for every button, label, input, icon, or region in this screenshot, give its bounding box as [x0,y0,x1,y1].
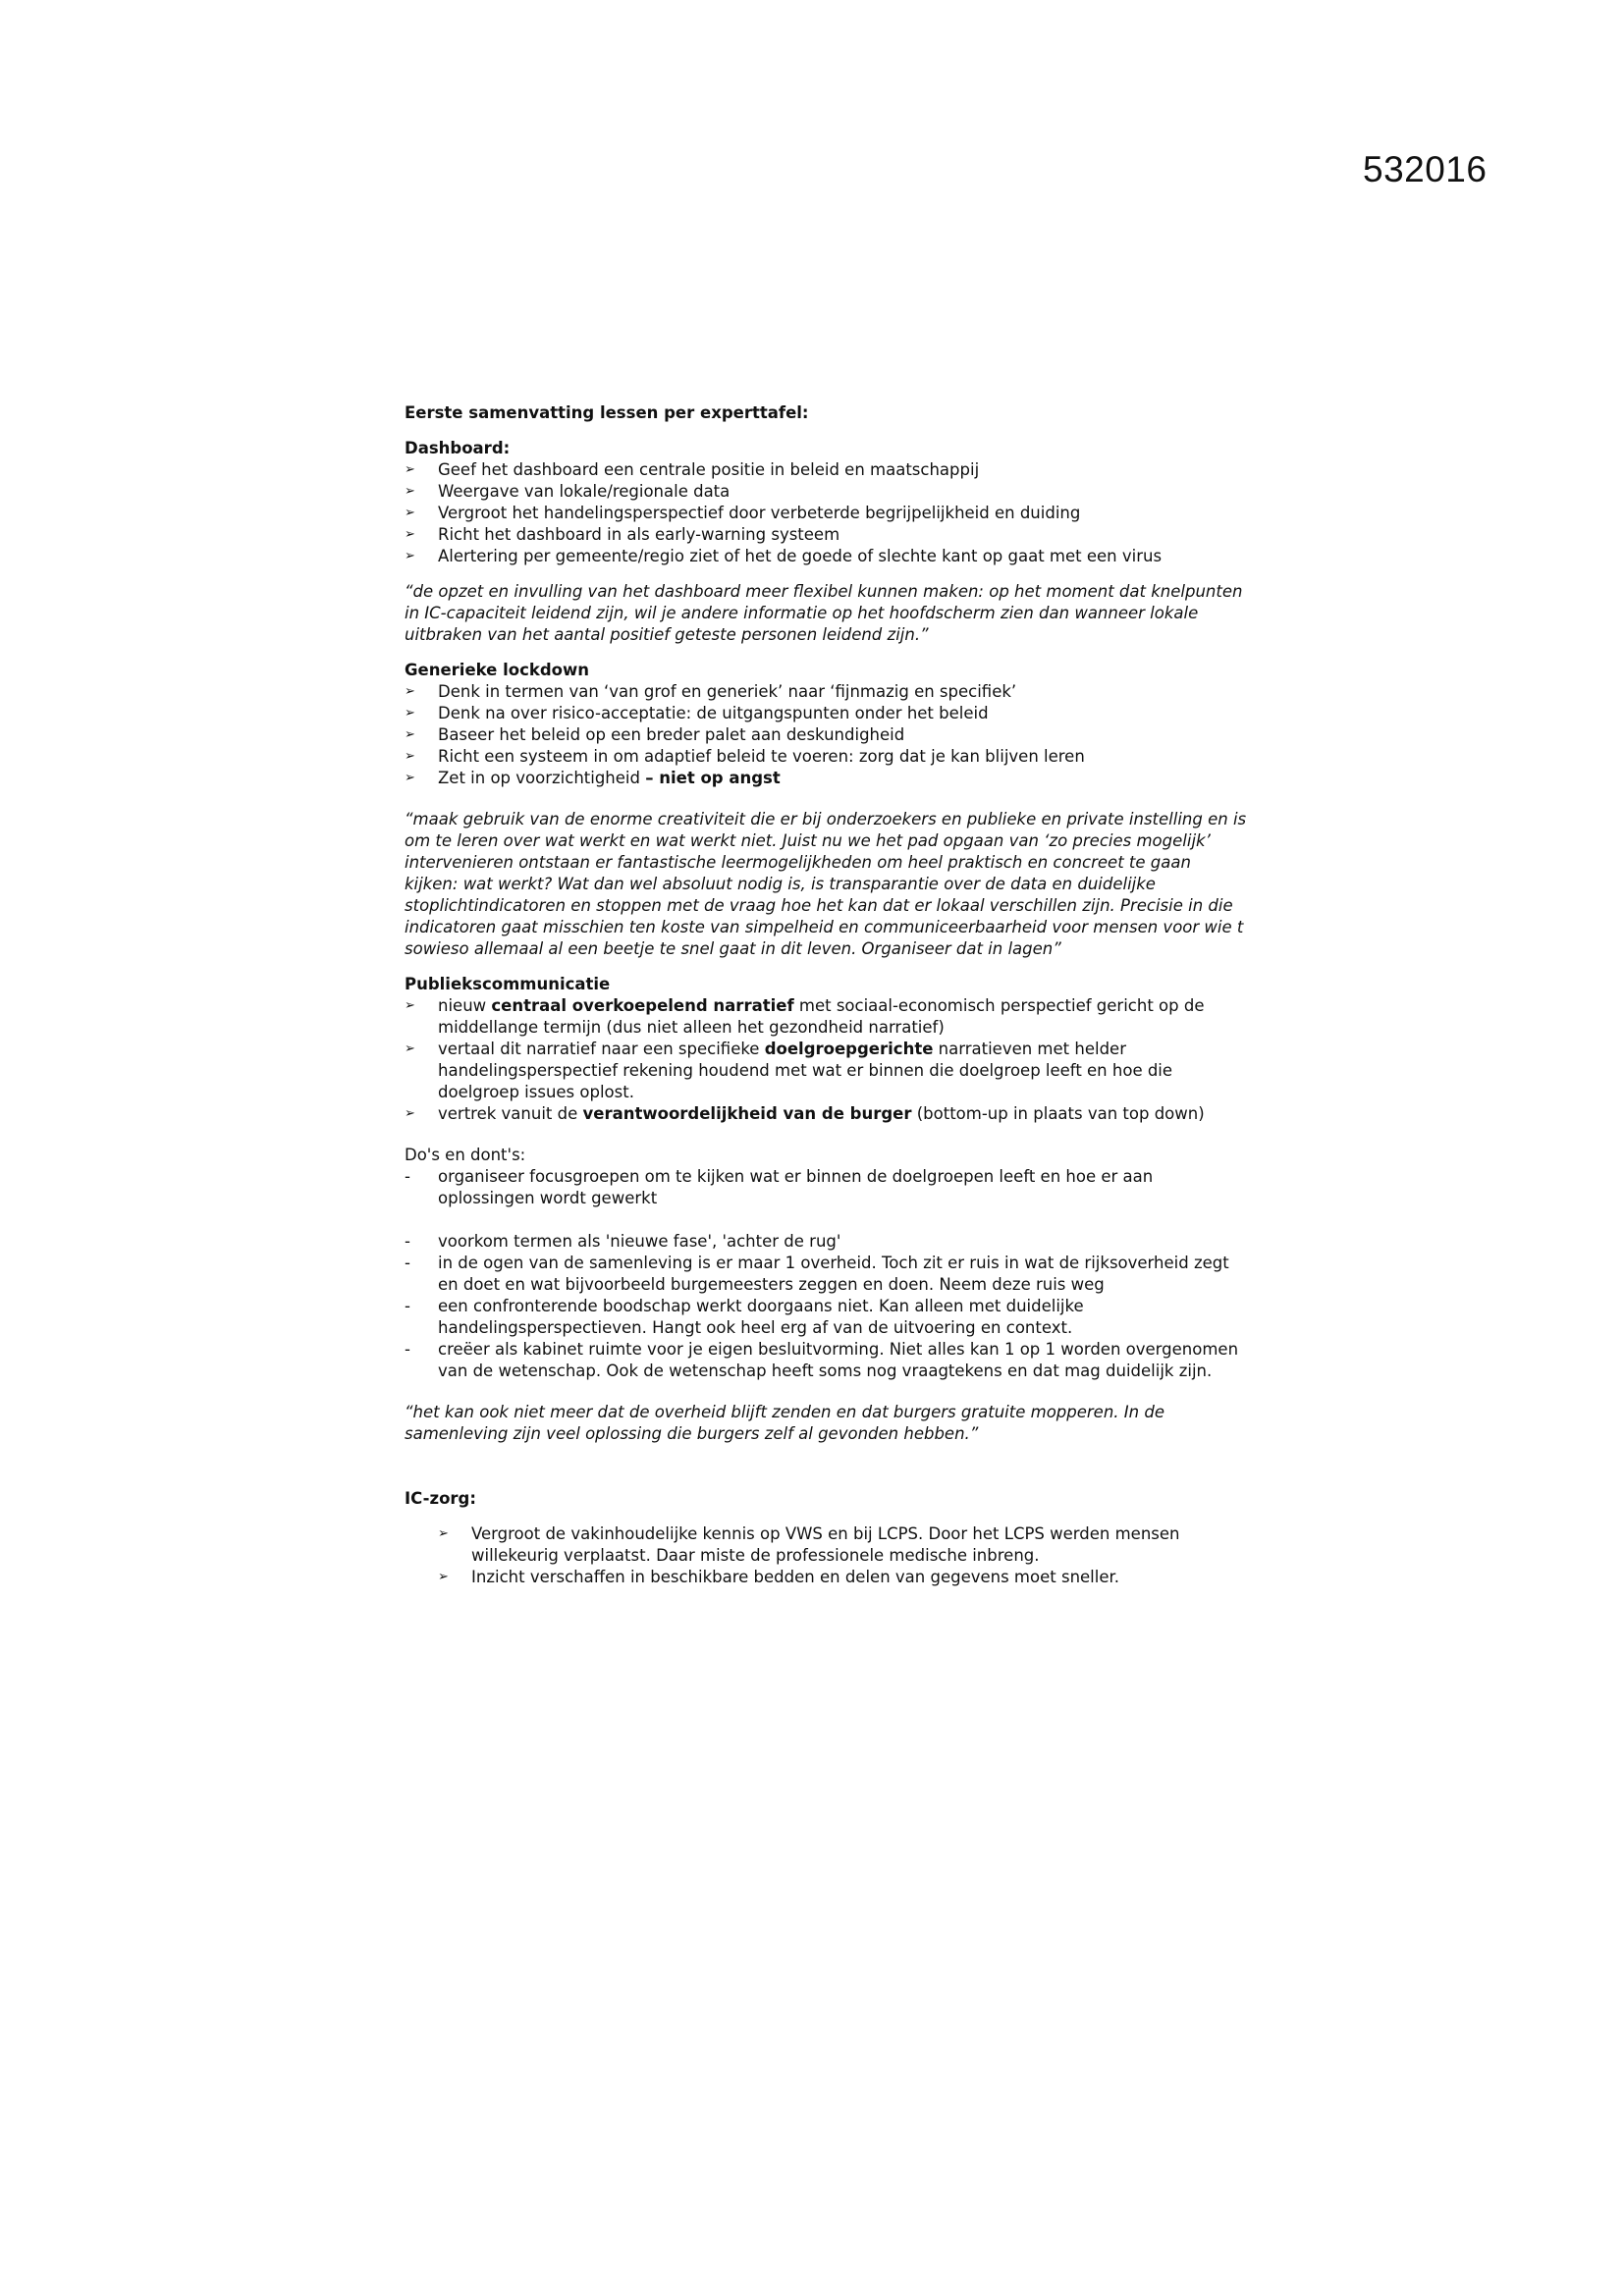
arrow-bullet-icon: ➢ [405,527,415,542]
dashboard-list [405,459,1249,567]
section-title-publiekscommunicatie: Publiekscommunicatie [405,975,611,993]
document-number: 532016 [1363,149,1488,189]
arrow-bullet-icon: ➢ [405,506,415,520]
list-item: ➢ Alertering per gemeente/regio ziet of het de goede of slechte kant op gaat met een virus [405,547,1163,565]
lockdown-list [405,681,1249,789]
arrow-bullet-icon: ➢ [405,998,415,1013]
list-item: - in de ogen van de samenleving is er maar 1 overheid. Toch zit er ruis in wat de rijksoverheid zegt en doet en wat bijvoorbeeld burgemeesters zeggen en doen. Neem deze ruis weg [405,1254,1229,1294]
section-title-lockdown: Generieke lockdown [405,661,590,679]
section-title-dashboard: Dashboard: [405,439,511,457]
list-item: ➢ Geef het dashboard een centrale positie in beleid en maatschappij [405,460,980,479]
list-item: ➢ Vergroot de vakinhoudelijke kennis op VWS en bij LCPS. Door het LCPS werden mensen willekeurig verplaatst. Daar miste de professionele medische inbreng. [438,1524,1180,1565]
arrow-bullet-icon: ➢ [405,484,415,499]
dos-list [405,1166,1249,1382]
list-item: ➢ Richt een systeem in om adaptief beleid te voeren: zorg dat je kan blijven leren [405,747,1085,766]
list-item: ➢ Denk in termen van ‘van grof en generiek’ naar ‘fijnmazig en specifiek’ [405,682,1017,701]
arrow-bullet-icon: ➢ [438,1526,449,1541]
document-body [405,402,1249,1588]
list-item: ➢ Denk na over risico-acceptatie: de uitgangspunten onder het beleid [405,704,989,722]
dash-bullet: - [405,1254,410,1272]
list-item: ➢ Vergroot het handelingsperspectief door verbeterde begrijpelijkheid en duiding [405,504,1081,522]
dash-bullet: - [405,1167,410,1186]
arrow-bullet-icon: ➢ [438,1570,449,1584]
dash-bullet: - [405,1340,410,1359]
arrow-bullet-icon: ➢ [405,727,415,742]
list-item: ➢ Inzicht verschaffen in beschikbare bedden en delen van gegevens moet sneller. [438,1568,1120,1586]
document-heading: Eerste samenvatting lessen per experttafel: [405,403,809,422]
list-item: ➢ Zet in op voorzichtigheid – niet op angst [405,769,781,787]
publiek-list [405,995,1249,1125]
iczorg-list [438,1523,1249,1588]
list-item: - voorkom termen als 'nieuwe fase', 'achter de rug' [405,1232,841,1251]
arrow-bullet-icon: ➢ [405,462,415,477]
section-title-dos-donts: Do's en dont's: [405,1146,526,1164]
arrow-bullet-icon: ➢ [405,1106,415,1121]
list-item: ➢ Weergave van lokale/regionale data [405,482,731,501]
list-item: - creëer als kabinet ruimte voor je eigen besluitvorming. Niet alles kan 1 op 1 worden overgenomen van de wetenschap. Ook de wetenschap heeft soms nog vraagtekens en dat mag duidelijk zijn. [405,1340,1239,1380]
list-item: - organiseer focusgroepen om te kijken wat er binnen de doelgroepen leeft en hoe er aan oplossingen wordt gewerkt [405,1167,1154,1207]
dashboard-quote: “de opzet en invulling van het dashboard meer flexibel kunnen maken: op het moment dat knelpunten in IC-capaciteit leidend zijn, wil je andere informatie op het hoofdscherm zien dan wanneer lokale uitbraken van het aantal positief geteste personen leidend zijn.” [405,582,1243,644]
list-item: ➢ vertrek vanuit de verantwoordelijkheid van de burger (bottom-up in plaats van top down) [405,1104,1205,1123]
arrow-bullet-icon: ➢ [405,749,415,764]
dos-quote: “het kan ook niet meer dat de overheid blijft zenden en dat burgers gratuite mopperen. In de samenleving zijn veel oplossing die burgers zelf al gevonden hebben.” [405,1403,1164,1443]
list-item: ➢ nieuw centraal overkoepelend narratief met sociaal-economisch perspectief gericht op de middellange termijn (dus niet alleen het gezondheid narratief) [405,996,1205,1037]
list-item: - een confronterende boodschap werkt doorgaans niet. Kan alleen met duidelijke handelingsperspectieven. Hangt ook heel erg af van de uitvoering en context. [405,1297,1084,1337]
arrow-bullet-icon: ➢ [405,1041,415,1056]
arrow-bullet-icon: ➢ [405,771,415,785]
arrow-bullet-icon: ➢ [405,706,415,721]
list-item: ➢ Baseer het beleid op een breder palet aan deskundigheid [405,725,905,744]
list-item: ➢ Richt het dashboard in als early-warning systeem [405,525,840,544]
dash-bullet: - [405,1297,410,1315]
dash-bullet: - [405,1232,410,1251]
lockdown-quote: “maak gebruik van de enorme creativiteit die er bij onderzoekers en publieke en private instelling en is om te leren over wat werkt en wat werkt niet. Juist nu we het pad opgaan van ‘zo precies mogelijk’ intervenieren ontstaan er fantastische leermogelijkheden om heel praktisch en concreet te gaan kijken: wat werkt? Wat dan wel absoluut nodig is, is transparantie over de data en duidelijke stoplichtindicatoren en stoppen met de vraag hoe het kan dat er lokaal verschillen zijn. Precisie in die indicatoren gaat misschien ten koste van simpelheid en communiceerbaarheid voor mensen voor wie t sowieso allemaal al een beetje te snel gaat in dit leven. Organiseer dat in lagen” [405,810,1247,958]
list-item: ➢ vertaal dit narratief naar een specifieke doelgroepgerichte narratieven met helder handelingsperspectief rekening houdend met wat er binnen die doelgroep leeft en hoe die doelgroep issues oplost. [405,1040,1173,1101]
section-title-iczorg: IC-zorg: [405,1489,476,1508]
arrow-bullet-icon: ➢ [405,684,415,699]
arrow-bullet-icon: ➢ [405,549,415,563]
